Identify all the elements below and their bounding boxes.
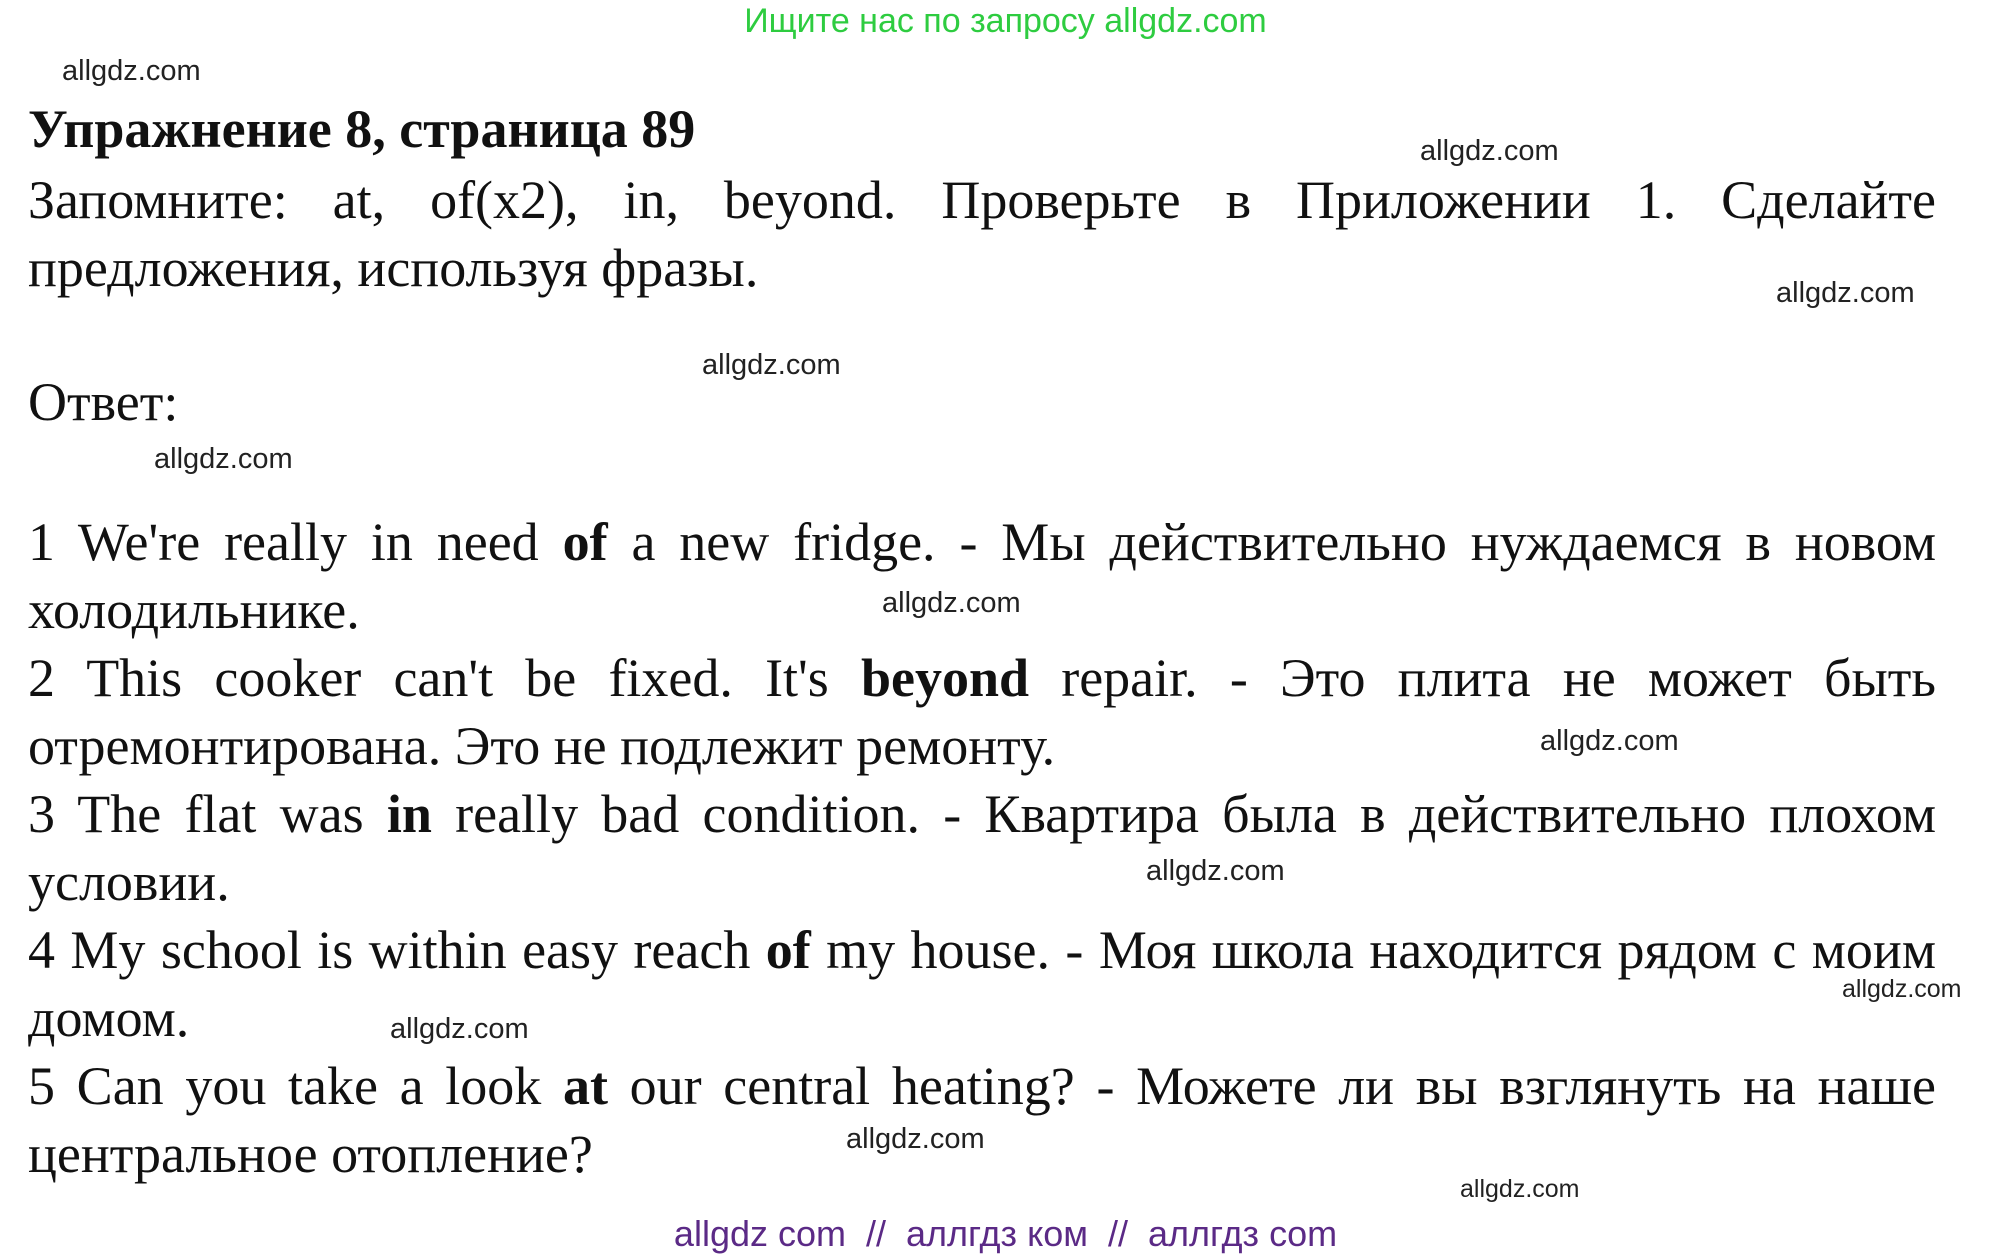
watermark: allgdz.com [1146,855,1285,887]
task-text: Запомните: at, of(x2), in, beyond. Проверьте в Приложении 1. Сделайте предложения, используя фразы. [28,170,1936,298]
watermark: allgdz.com [62,55,201,87]
page-title: Упражнение 8, страница 89 [28,99,696,159]
answer-item-preposition: at [562,1056,608,1116]
watermark: allgdz.com [1776,277,1915,309]
watermark: allgdz.com [1842,975,1962,1003]
watermark: allgdz.com [1420,135,1559,167]
answer-item-preposition: of [562,512,608,572]
answer-item-preposition: beyond [860,648,1030,708]
answer-item [28,508,1936,644]
answer-item-text: our central heating? - Можете ли вы взглянуть на наше центральное отопление? [28,1056,1936,1184]
watermark: allgdz.com [390,1013,529,1045]
watermark: allgdz.com [702,349,841,381]
answer-item-text: my house. - Моя школа находится рядом с моим домом. [28,920,1936,1048]
answer-item [28,780,1936,916]
search-banner: Ищите нас по запросу allgdz.com [744,2,1267,40]
answer-item-text: 4 My school is within easy reach [28,920,766,980]
answer-item-text: 1 We're really in need [28,512,563,572]
answer-item-text: 5 Can you take a look [28,1056,563,1116]
answer-item-text: 2 This cooker can't be fixed. It's [28,648,861,708]
footer-links: allgdz com // аллгдз ком // аллгдз com [673,1213,1338,1254]
watermark: allgdz.com [1540,725,1679,757]
answer-label: Ответ: [28,372,179,432]
watermark: allgdz.com [154,443,293,475]
watermark: allgdz.com [882,587,1021,619]
answer-item-text: really bad condition. - Квартира была в действительно плохом условии. [28,784,1936,912]
answer-item [28,916,1936,1052]
answer-item-text: repair. - Это плита не может быть отремонтирована. Это не подлежит ремонту. [28,648,1936,776]
watermark: allgdz.com [846,1123,985,1155]
answer-item-preposition: in [386,784,432,844]
answer-item-text: 3 The flat was [28,784,387,844]
watermark: allgdz.com [1460,1175,1580,1203]
answer-item-preposition: of [765,920,811,980]
answer-item [28,1052,1936,1188]
answer-item [28,644,1936,780]
answer-item-text: a new fridge. - Мы действительно нуждаемся в новом холодильнике. [28,512,1936,640]
